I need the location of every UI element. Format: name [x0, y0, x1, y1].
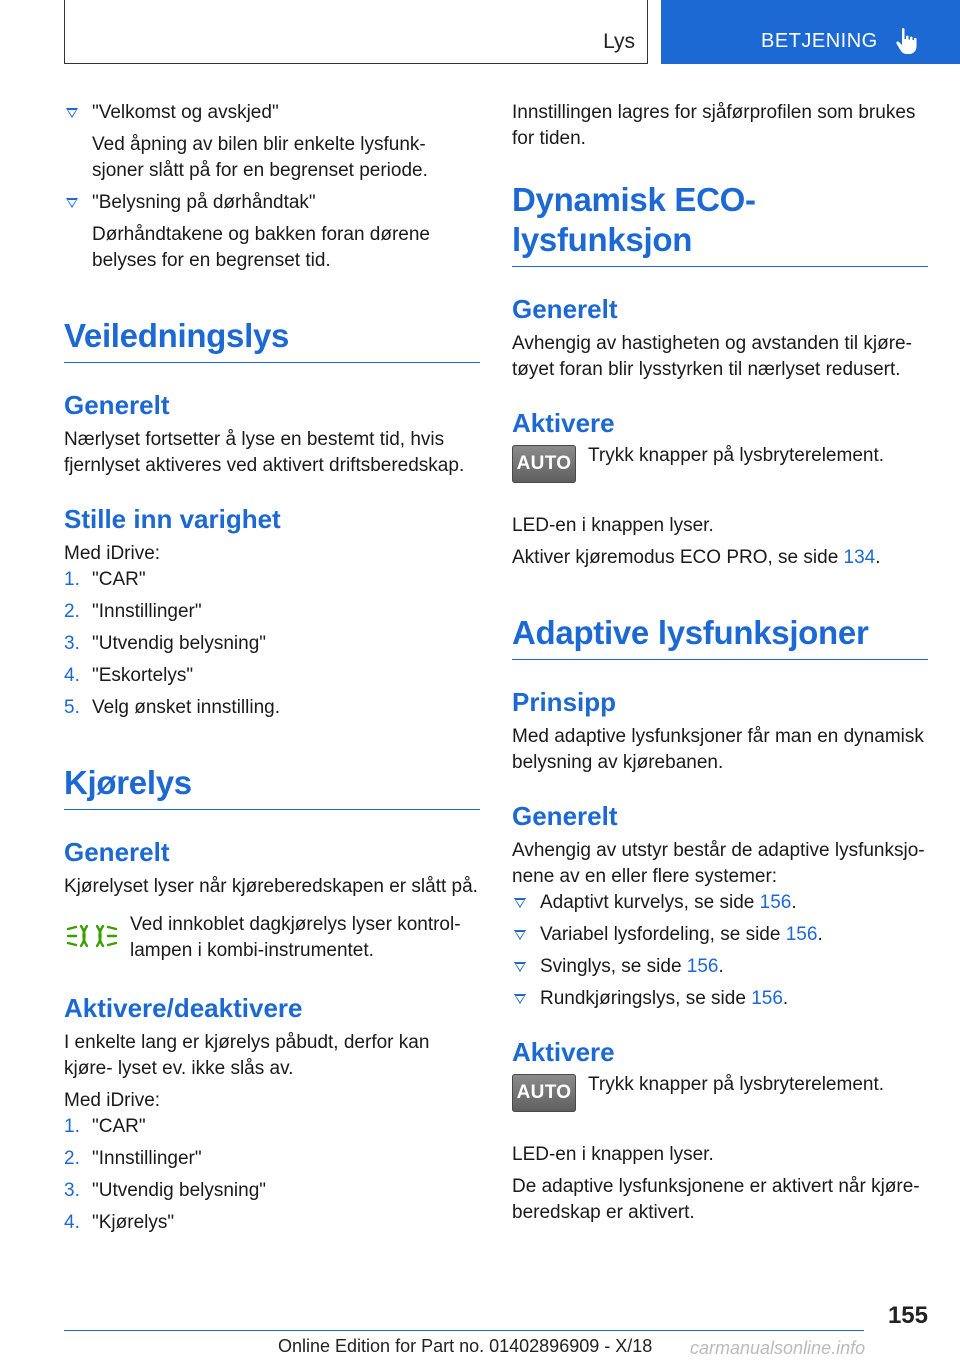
- paragraph: Med iDrive:: [64, 1090, 161, 1111]
- tab-label: BETJENING: [761, 30, 878, 52]
- list-item: [64, 599, 480, 625]
- hand-pointer-icon: [895, 27, 921, 55]
- page-link[interactable]: 156: [751, 988, 783, 1009]
- triangle-bullet-icon: [66, 108, 78, 118]
- bullet-text: Svinglys, se side: [540, 956, 687, 977]
- heading-kjorelys: Kjørelys: [64, 763, 480, 810]
- paragraph: LED-en i knappen lyser.: [512, 1144, 714, 1165]
- steps-list: [64, 567, 480, 721]
- list-item: [512, 986, 928, 1012]
- list-item: [512, 922, 928, 948]
- step-number: 2.: [64, 601, 80, 622]
- heading-aktivere: Aktivere: [512, 408, 615, 438]
- bullet-title: "Belysning på dørhåndtak": [92, 192, 316, 213]
- punctuation: .: [718, 956, 724, 977]
- paragraph: Med adaptive lysfunksjoner får man en dynamisk belysning av kjørebanen.: [512, 726, 924, 773]
- list-item: [512, 890, 928, 916]
- bullet-text: Ved åpning av bilen blir enkelte lysfunk- sjoner slått på for en begrenset periode.: [92, 134, 428, 181]
- step-text: "Innstillinger": [92, 601, 202, 622]
- heading-generelt: Generelt: [64, 837, 170, 867]
- step-number: 1.: [64, 569, 80, 590]
- paragraph: De adaptive lysfunksjonene er aktivert når kjøre- beredskap er aktivert.: [512, 1176, 920, 1223]
- bullet-text: Adaptivt kurvelys, se side: [540, 892, 760, 913]
- step-text: "Innstillinger": [92, 1148, 202, 1169]
- heading-dynamisk-eco-lysfunksjon: Dynamisk ECO-lysfunksjon: [512, 180, 928, 267]
- list-item: [64, 100, 480, 184]
- list-item: [512, 954, 928, 980]
- heading-aktivere: Aktivere: [512, 1037, 615, 1067]
- right-column: [512, 100, 928, 1226]
- punctuation: .: [791, 892, 797, 913]
- intro-bullets: [64, 100, 480, 274]
- left-column: [64, 100, 480, 1236]
- step-text: "Utvendig belysning": [92, 1180, 267, 1201]
- tab-betjening[interactable]: [661, 0, 960, 64]
- triangle-bullet-icon: [514, 898, 526, 908]
- heading-aktivere-deaktivere: Aktivere/deaktivere: [64, 993, 303, 1023]
- paragraph: Med iDrive:: [64, 543, 161, 564]
- punctuation: .: [875, 547, 881, 568]
- paragraph: Avhengig av utstyr består de adaptive lysfunksjo- nene av en eller flere systemer:: [512, 840, 925, 887]
- heading-stille-inn-varighet: Stille inn varighet: [64, 504, 281, 534]
- list-item: [64, 695, 480, 721]
- paragraph: Innstillingen lagres for sjåførprofilen som brukes for tiden.: [512, 102, 916, 149]
- auto-note-text: Trykk knapper på lysbryterelement.: [588, 1074, 885, 1095]
- step-text: "Utvendig belysning": [92, 633, 267, 654]
- paragraph: I enkelte lang er kjørelys påbudt, derfor kan kjøre- lyset ev. ikke slås av.: [64, 1032, 430, 1079]
- triangle-bullet-icon: [514, 962, 526, 972]
- paragraph: Nærlyset fortsetter å lyse en bestemt tid, hvis fjernlyset aktiveres ved aktivert driftsberedskap.: [64, 429, 465, 476]
- heading-generelt: Generelt: [64, 390, 170, 420]
- page-link[interactable]: 134: [843, 547, 876, 568]
- list-item: [64, 1114, 480, 1140]
- paragraph-text: Aktiver kjøremodus ECO PRO, se side: [512, 547, 844, 568]
- step-text: Velg ønsket innstilling.: [92, 697, 280, 718]
- header-frame: [64, 0, 648, 64]
- list-item: [64, 1178, 480, 1204]
- systems-list: [512, 890, 928, 1012]
- page-link[interactable]: 156: [686, 956, 719, 977]
- step-number: 1.: [64, 1116, 80, 1137]
- step-number: 3.: [64, 1180, 80, 1201]
- page-link[interactable]: 156: [759, 892, 792, 913]
- auto-button-icon: AUTO: [512, 445, 576, 483]
- paragraph: Kjørelyset lyser når kjøreberedskapen er slått på.: [64, 876, 478, 897]
- step-number: 5.: [64, 697, 80, 718]
- step-number: 3.: [64, 633, 80, 654]
- heading-prinsipp: Prinsipp: [512, 687, 617, 717]
- page-number: 155: [887, 1302, 928, 1329]
- edition-text: Online Edition for Part no. 01402896909 - X/18: [278, 1336, 653, 1356]
- step-text: "CAR": [92, 1116, 146, 1137]
- heading-generelt: Generelt: [512, 801, 618, 831]
- bullet-text: Variabel lysfordeling, se side: [540, 924, 786, 945]
- triangle-bullet-icon: [514, 994, 526, 1004]
- step-number: 4.: [64, 665, 80, 686]
- drl-note-text: Ved innkoblet dagkjørelys lyser kontrol- lampen i kombi-instrumentet.: [130, 914, 461, 961]
- heading-generelt: Generelt: [512, 294, 618, 324]
- heading-veiledningslys: Veiledningslys: [64, 316, 480, 363]
- paragraph: [512, 545, 928, 571]
- step-text: "Kjørelys": [92, 1212, 175, 1233]
- watermark: carmanualsonline.info: [690, 1338, 866, 1358]
- step-text: "Eskortelys": [92, 665, 194, 686]
- auto-note: [512, 443, 928, 493]
- step-number: 2.: [64, 1148, 80, 1169]
- auto-button-icon: AUTO: [512, 1074, 576, 1112]
- bullet-text: Rundkjøringslys, se side: [540, 988, 752, 1009]
- list-item: [64, 190, 480, 274]
- triangle-bullet-icon: [66, 198, 78, 208]
- list-item: [64, 631, 480, 657]
- daytime-running-light-icon: [66, 922, 118, 950]
- auto-note: [512, 1072, 928, 1122]
- punctuation: .: [817, 924, 823, 945]
- step-text: "CAR": [92, 569, 146, 590]
- footer-divider: [64, 1330, 864, 1331]
- bullet-title: "Velkomst og avskjed": [92, 102, 279, 123]
- list-item: [64, 1210, 480, 1236]
- drl-note: [64, 912, 480, 964]
- heading-adaptive-lysfunksjoner: Adaptive lysfunksjoner: [512, 613, 928, 660]
- list-item: [64, 1146, 480, 1172]
- punctuation: .: [782, 988, 789, 1009]
- paragraph: LED-en i knappen lyser.: [512, 515, 714, 536]
- auto-note-text: Trykk knapper på lysbryterelement.: [588, 445, 885, 466]
- bullet-text: Dørhåndtakene og bakken foran dørene belyses for en begrenset tid.: [92, 224, 430, 271]
- steps-list: [64, 1114, 480, 1236]
- page-link[interactable]: 156: [785, 924, 818, 945]
- list-item: [64, 663, 480, 689]
- step-number: 4.: [64, 1212, 80, 1233]
- triangle-bullet-icon: [514, 930, 526, 940]
- list-item: [64, 567, 480, 593]
- section-title: Lys: [603, 30, 635, 53]
- paragraph: Avhengig av hastigheten og avstanden til kjøre- tøyet foran blir lysstyrken til nærlyset redusert.: [512, 333, 912, 380]
